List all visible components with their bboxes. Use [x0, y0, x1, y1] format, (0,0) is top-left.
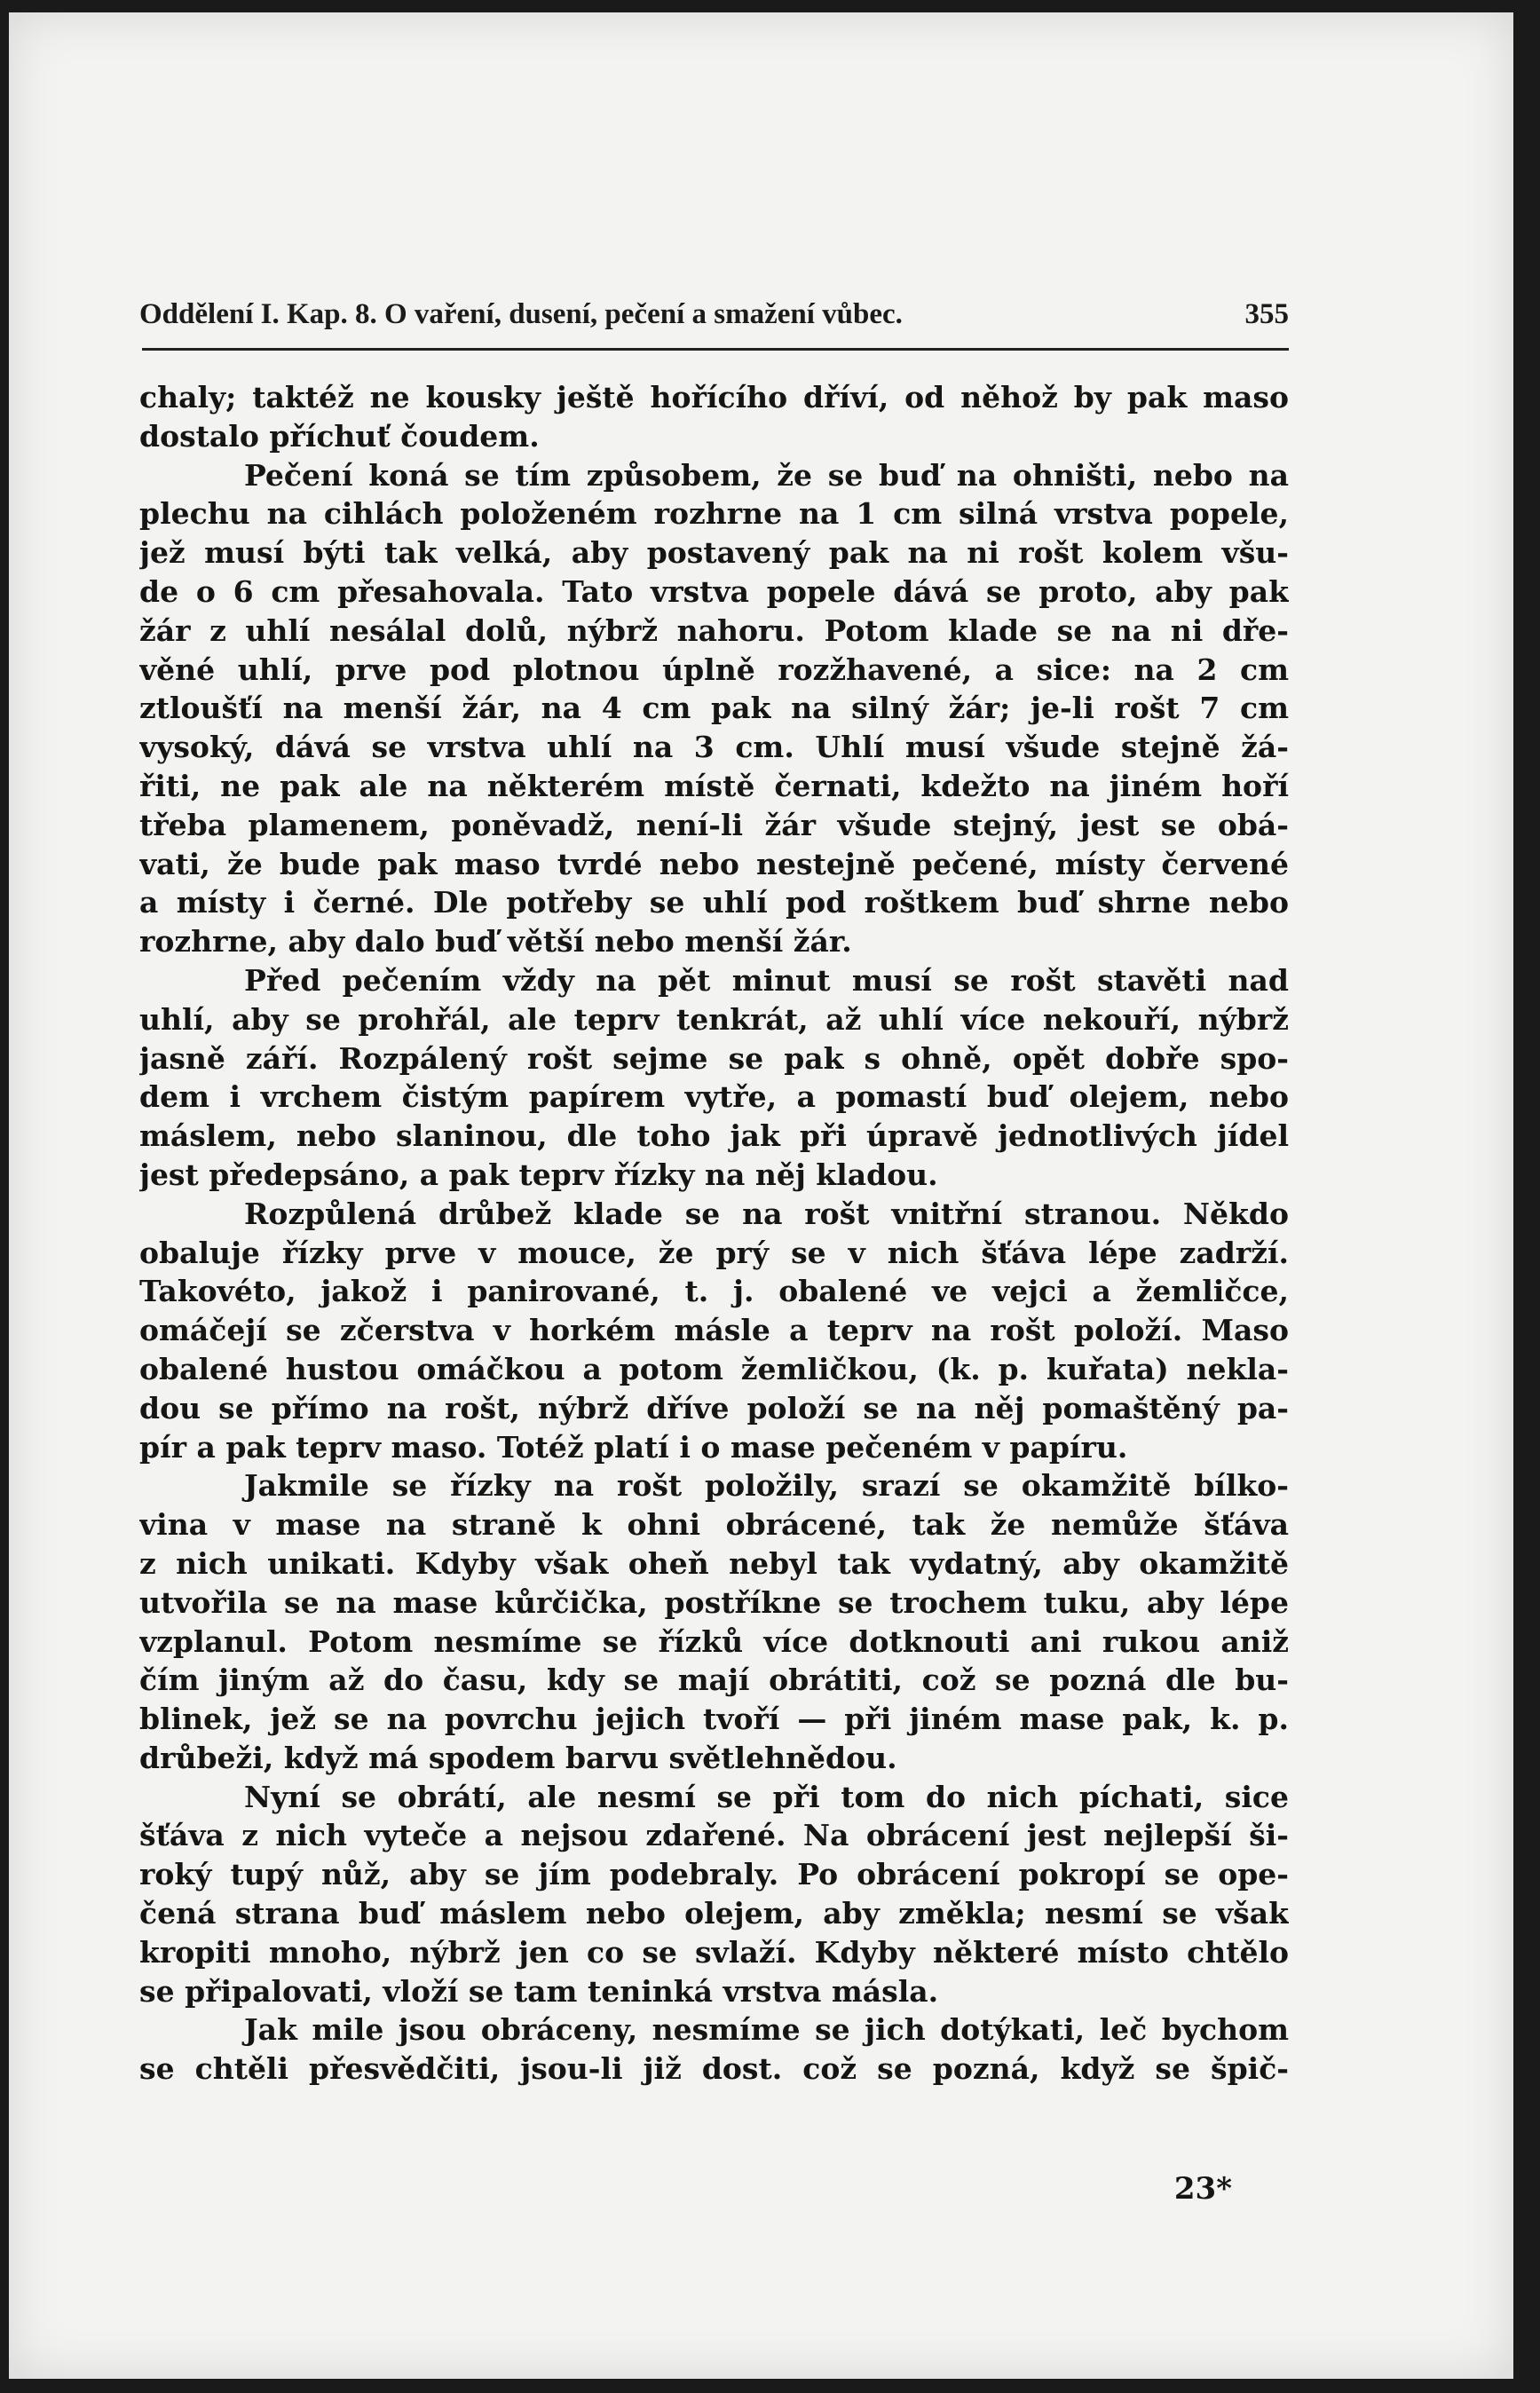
- text-line: ztloušťí na menší žár, na 4 cm pak na silný žár; je-li rošt 7 cm: [139, 691, 1289, 726]
- text-line: vzplanul. Potom nesmíme se řízků více dotknouti ani rukou aniž: [139, 1623, 1289, 1659]
- text-line: čená strana buď máslem nebo olejem, aby změkla; nesmí se však: [139, 1896, 1289, 1931]
- text-line: jasně září. Rozpálený rošt sejme se pak s ohně, opět dobře spo-: [139, 1040, 1289, 1076]
- text-line: řiti, ne pak ale na některém místě černati, kdežto na jiném hoří: [139, 768, 1289, 803]
- text-line: jest předepsáno, a pak teprv řízky na něj kladou.: [139, 1157, 938, 1192]
- text-line: z nich unikati. Kdyby však oheň nebyl tak vydatný, aby okamžitě: [139, 1545, 1289, 1581]
- text-line: plechu na cihlách položeném rozhrne na 1 cm silná vrstva popele,: [139, 496, 1289, 532]
- text-line: jež musí býti tak velká, aby postavený pak na ni rošt kolem všu-: [139, 535, 1289, 571]
- page-number: 355: [1244, 298, 1289, 330]
- text-line: uhlí, aby se prohřál, ale teprv tenkrát, až uhlí více nekouří, nýbrž: [139, 1001, 1289, 1037]
- text-line: dostalo příchuť čoudem.: [139, 418, 540, 454]
- text-line: roký tupý nůž, aby se jím podebraly. Po obrácení pokropí se ope-: [139, 1857, 1289, 1892]
- text-line: dou se přímo na rošt, nýbrž dříve položí se na něj pomaštěný pa-: [139, 1390, 1289, 1426]
- text-line: kropiti mnoho, nýbrž jen co se svlaží. Kdyby některé místo chtělo: [139, 1934, 1289, 1970]
- text-line: Jak mile jsou obráceny, nesmíme se jich dotýkati, leč bychom: [244, 2012, 1289, 2048]
- text-line: šťáva z nich vyteče a nejsou zdařené. Na obrácení jest nejlepší ši-: [139, 1818, 1289, 1853]
- text-line: a místy i černé. Dle potřeby se uhlí pod roštkem buď shrne nebo: [139, 885, 1289, 920]
- text-line: Jakmile se řízky na rošt položily, srazí se okamžitě bílko-: [244, 1468, 1289, 1504]
- text-line: pír a pak teprv maso. Totéž platí i o mase pečeném v papíru.: [139, 1429, 1128, 1465]
- text-line: omáčejí se zčerstva v horkém másle a teprv na rošt položí. Maso: [139, 1313, 1289, 1348]
- text-line: vysoký, dává se vrstva uhlí na 3 cm. Uhlí musí všude stejně žá-: [139, 730, 1289, 765]
- text-line: se připalovati, vloží se tam teninká vrstva másla.: [139, 1973, 939, 2009]
- text-line: drůbeži, když má spodem barvu světlehnědou.: [139, 1740, 897, 1775]
- text-line: Nyní se obrátí, ale nesmí se při tom do nich píchati, sice: [244, 1779, 1289, 1814]
- text-line: de o 6 cm přesahovala. Tato vrstva popele dává se proto, aby pak: [139, 573, 1289, 609]
- text-line: třeba plamenem, poněvadž, není-li žár všude stejný, jest se obá-: [139, 807, 1289, 842]
- text-line: rozhrne, aby dalo buď větší nebo menší žár.: [139, 924, 852, 960]
- text-line: dem i vrchem čistým papírem vytře, a pomastí buď olejem, nebo: [139, 1079, 1289, 1115]
- text-line: obaluje řízky prve v mouce, že prý se v nich šťáva lépe zadrží.: [139, 1235, 1289, 1270]
- text-line: čím jiným až do času, kdy se mají obrátiti, což se pozná dle bu-: [139, 1662, 1289, 1698]
- text-line: Pečení koná se tím způsobem, že se buď na ohništi, nebo na: [244, 457, 1289, 493]
- running-title: Oddělení I. Kap. 8. O vaření, dusení, pečení a smažení vůbec.: [139, 298, 903, 330]
- text-line: obalené hustou omáčkou a potom žemličkou, (k. p. kuřata) nekla-: [139, 1351, 1289, 1386]
- text-line: žár z uhlí nesálal dolů, nýbrž nahoru. Potom klade se na ni dře-: [139, 612, 1289, 648]
- text-line: chaly; taktéž ne kousky ještě hořícího dříví, od něhož by pak maso: [139, 380, 1289, 415]
- text-line: blinek, jež se na povrchu jejich tvoří — při jiném mase pak, k. p.: [139, 1702, 1289, 1737]
- book-page: [9, 12, 1513, 2379]
- text-line: Rozpůlená drůbež klade se na rošt vnitřní stranou. Někdo: [244, 1196, 1289, 1231]
- text-line: vina v mase na straně k ohni obrácené, tak že nemůže šťáva: [139, 1507, 1289, 1543]
- printer-signature: 23*: [1173, 2171, 1232, 2207]
- text-line: věné uhlí, prve pod plotnou úplně rozžhavené, a sice: na 2 cm: [139, 652, 1289, 687]
- text-line: vati, že bude pak maso tvrdé nebo nestejně pečené, místy červené: [139, 846, 1289, 881]
- text-line: Před pečením vždy na pět minut musí se rošt stavěti nad: [244, 962, 1289, 998]
- body-text: [139, 378, 1289, 2089]
- text-line: Takovéto, jakož i panirované, t. j. obalené ve vejci a žemličce,: [139, 1274, 1289, 1309]
- header-rule: [142, 348, 1289, 351]
- text-line: utvořila se na mase kůrčička, postříkne se trochem tuku, aby lépe: [139, 1584, 1289, 1620]
- text-line: máslem, nebo slaninou, dle toho jak při úpravě jednotlivých jídel: [139, 1118, 1289, 1154]
- running-header: [139, 298, 1289, 346]
- text-line: se chtěli přesvědčiti, jsou-li již dost. což se pozná, když se špič-: [139, 2051, 1289, 2087]
